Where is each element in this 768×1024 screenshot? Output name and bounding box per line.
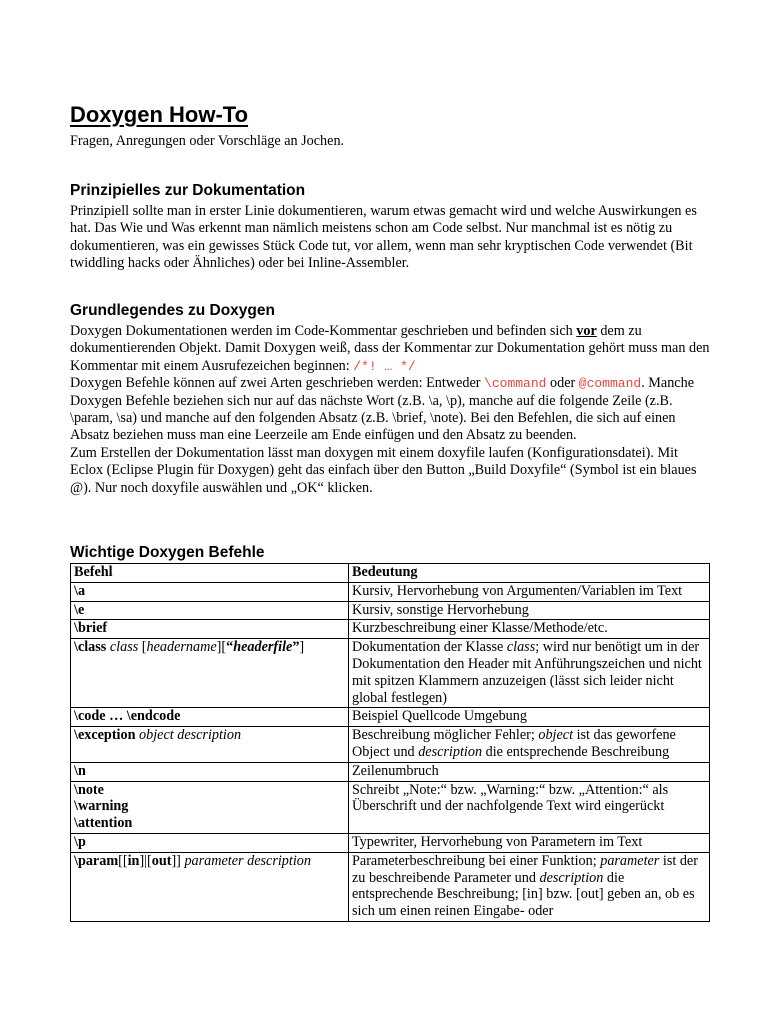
command-cell: \n [71, 762, 349, 781]
table-row [71, 727, 710, 763]
paragraph-doxyfile: Zum Erstellen der Dokumentation lässt man doxygen mit einem doxyfile laufen (Konfigurationsdatei). Mit Eclox (Eclipse Plugin für Doxygen) geht das einfach über den Button „Build Doxyfile“ (Symbol ist ein blaues @). Nur noch doxyfile auswählen und „OK“ klicken. [70, 444, 697, 496]
description-cell: Typewriter, Hervorhebung von Parametern im Text [349, 833, 710, 852]
command-cell: \note \warning \attention [71, 781, 349, 833]
code-comment-syntax: /*! … */ [353, 358, 416, 374]
command-cell: \e [71, 601, 349, 620]
command-cell: \a [71, 582, 349, 601]
page-title: Doxygen How-To [70, 102, 249, 127]
command-cell: \class class [headername][“headerfile”] [71, 639, 349, 708]
description-cell: Dokumentation der Klasse class; wird nur benötigt um in der Dokumentation den Header mit Anführungszeichen und nicht mit spitzen Klammern anzuzeigen (lässt sich leider nicht global festlegen) [349, 639, 710, 708]
table-row [71, 852, 710, 921]
command-cell: \param[[in]|[out]] parameter description [71, 852, 349, 921]
table-row [71, 639, 710, 708]
command-cell: \code … \endcode [71, 708, 349, 727]
section-text-prinzipielles: Prinzipiell sollte man in erster Linie dokumentieren, warum etwas gemacht wird und welche Auswirkungen es hat. Das Wie und Was erkennt man nämlich meistens schon am Code selbst. Nur manchmal ist es nötig zu dokumentieren, was ein gewisses Stück Code tut, vor allem, wenn man sehr kryptischen Code verwendet (Bit twiddling hacks oder Ähnliches) oder bei Inline-Assembler. [70, 203, 697, 272]
code-backslash-command: \command [484, 376, 547, 392]
column-header-befehl: Befehl [71, 564, 349, 583]
section-text-grundlegendes [70, 323, 710, 497]
emphasis-vor: vor [576, 323, 597, 339]
table-row [71, 781, 710, 833]
description-cell: Kursiv, sonstige Hervorhebung [349, 601, 710, 620]
paragraph-befehle: Doxygen Befehle können auf zwei Arten geschrieben werden: Entweder \command oder @command. Manche Doxygen Befehle beziehen sich nur auf das nächste Wort (z.B. \a, \p), manche auf die folgende Zeile (z.B. \param, \sa) und manche auf den folgenden Absatz (z.B. \brief, \note). Bei den Befehlen, die sich auf einen Absatz beziehen muss man eine Leerzeile am Ende einfügen und den Absatz zu beenden. [70, 375, 694, 444]
section-heading-prinzipielles: Prinzipielles zur Dokumentation [70, 182, 306, 199]
table-row [71, 601, 710, 620]
subtitle: Fragen, Anregungen oder Vorschläge an Jochen. [70, 133, 345, 149]
section-heading-grundlegendes: Grundlegendes zu Doxygen [70, 302, 275, 319]
table-row [71, 582, 710, 601]
section-heading-befehle: Wichtige Doxygen Befehle [70, 544, 265, 561]
table-row [71, 762, 710, 781]
table-row [71, 833, 710, 852]
code-at-command: @command [578, 376, 642, 392]
table-header-row [71, 564, 710, 583]
description-cell: Beispiel Quellcode Umgebung [349, 708, 710, 727]
description-cell: Kursiv, Hervorhebung von Argumenten/Variablen im Text [349, 582, 710, 601]
paragraph-kommentar: Doxygen Dokumentationen werden im Code-Kommentar geschrieben und befinden sich vor dem zu dokumentierenden Objekt. Damit Doxygen weiß, dass der Kommentar zur Dokumentation gehört muss man den Kommentar mit einem Ausrufezeichen beginnen: /*! … */ [70, 323, 710, 374]
column-header-bedeutung: Bedeutung [349, 564, 710, 583]
table-row [71, 620, 710, 639]
commands-table [70, 563, 710, 922]
command-cell: \exception object description [71, 727, 349, 763]
description-cell: Parameterbeschreibung bei einer Funktion; parameter ist der zu beschreibende Parameter und description die entsprechende Beschreibung; [in] bzw. [out] geben an, ob es sich um einen reinen Eingabe- oder [349, 852, 710, 921]
description-cell: Schreibt „Note:“ bzw. „Warning:“ bzw. „Attention:“ als Überschrift und der nachfolgende Text wird eingerückt [349, 781, 710, 833]
command-cell: \p [71, 833, 349, 852]
command-cell: \brief [71, 620, 349, 639]
description-cell: Beschreibung möglicher Fehler; object ist das geworfene Object und description die entsprechende Beschreibung [349, 727, 710, 763]
description-cell: Zeilenumbruch [349, 762, 710, 781]
description-cell: Kurzbeschreibung einer Klasse/Methode/etc. [349, 620, 710, 639]
table-row [71, 708, 710, 727]
